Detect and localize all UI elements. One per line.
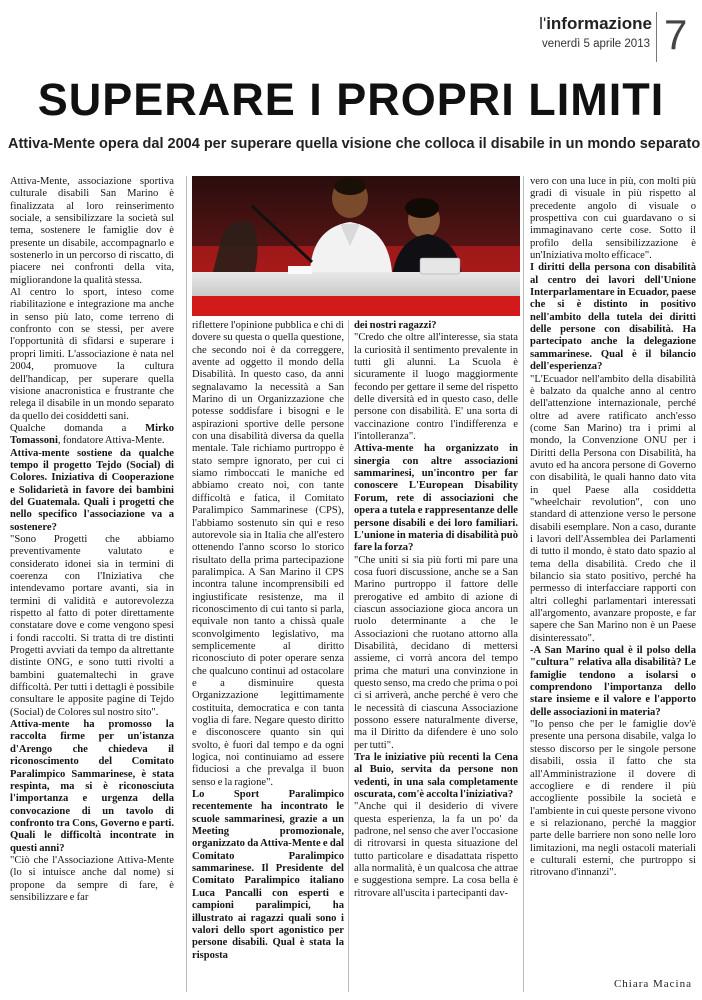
answer: "Sono Progetti che abbiamo preventivamente valutato e considerato idonei sia in termini di coerenza con l'Iniziativa che intendevamo portare avanti, sia in termini di validità e autorevolezza rispetto al fatto di poter direttamente constatare dove e come vengono spesi i fondi raccolti. Si tratta di tre distinti Progetti avviati da tempo da altrettante distinte ONG, e sono tutti rivolti a bambini guatemaltechi in grave difficoltà. Per tutti i dettagli è possibile consultare le apposite pagine di Tejdo (Social) de Colores sul nostro sito".	[10, 533, 174, 718]
article-photo	[192, 176, 520, 316]
question-text: Attiva-mente ha promosso la raccolta firme per un'istanza d'Arengo che chiedeva il riconoscimento del Comitato Paralimpico Sammarinese, è stata respinta, ma si è riconosciuta l'importanza e urgenza della convocazione di un tavolo di confronto tra Cons, Governo e parti. Quali le difficoltà incontrate in questi anni?	[10, 719, 174, 854]
answer: "Ciò che l'Associazione Attiva-Mente (lo si intuisce anche dal nome) si propone da sempre di fare, è sensibilizzare e far	[10, 854, 174, 903]
question	[354, 752, 518, 801]
logo-name: informazione	[546, 14, 652, 33]
question-text: Lo Sport Paralimpico recentemente ha incontrato le scuole sammarinesi, grazie a un Meeting promozionale, organizzato da Attiva-Mente e dal Comitato Paralimpico sammarinese. Il Presidente del Comitato Paralimpico italiano Luca Pancalli con esperti e campioni paralimpici, ha illustrato ai ragazzi quali sono i valori dello sport agonistico per persone disabili. Qual è stata la risposta	[192, 789, 344, 961]
photo-illustration	[192, 176, 520, 316]
answer: "Che uniti si sia più forti mi pare una cosa fuori discussione, anche se a San Marino purtroppo il fattore delle prerogative ed ambito di azione di ciascun associazione gioca ancora un ruolo determinante a che le Associazioni che ruotano attorno alla Disabilità, decidano di mettersi assieme, ci vorrà ancora del tempo prima che maturi una convinzione in questo senso, ma credo che prima o poi ci si arriverà, anche perché è vero che le necessità di ciascuna Associazione possono essere naturalmente diverse, ma il Diritto da difendere è uno solo per tutti".	[354, 554, 518, 751]
question-text: Tra le iniziative più recenti la Cena al Buio, servita da persone non vedenti, in una sala completamente oscurata, com'è accolta l'iniziativa?	[354, 752, 518, 801]
logo-prefix: l'	[539, 14, 547, 33]
headline: SUPERARE I PROPRI LIMITI	[37, 74, 665, 125]
column-divider	[523, 176, 524, 992]
masthead	[0, 0, 702, 70]
author-byline: Chiara Macina	[613, 978, 692, 990]
answer: "Anche qui il desiderio di vivere questa esperienza, la fa un po' da padrone, nel senso che aver l'occasione di ritrovarsi in questa situazione del tutto particolare e disadattata rispetto alla normalità, è un qualcosa che attrae e suggestiona sempre. La cosa bella è ritrovare all'uscita i partecipanti dav-	[354, 801, 518, 899]
answer: riflettere l'opinione pubblica e chi di dovere su questa o quella questione, che secondo noi è da correggere, avente ad oggetto il mondo della Disabilità. In questo caso, da anni segnalavamo la necessità a San Marino di un Organizzazione che potesse soddisfare i bisogni e le aspirazioni sportive delle persone con una disabilità diversa da quella mentale. Tale richiamo purtroppo è stato sempre ignorato, per cui ci siamo rimboccati le maniche ed abbiamo creato noi, con tante difficoltà e fatica, il Comitato Paralimpico Sammarinese (CPS), l'abbiamo sostenuto sin qui e reso autorevole sia in Italia che all'estero ottenendo l'anno scorso lo storico risultato della prima partecipazione paralimpica. A San Marino il CPS incontra talune incomprensibili ed ingiustificate resistenze, ma il riconoscimento di cui tanto si parla, equivale non tanto a chissà quale sconvolgimento legislativo, ma semplicemente al diritto riconosciuto di poter operare senza che qualcuno continui ad ostacolare e a disminuire questa Organizzazione legittimamente costituita, democratica e con tanta voglia di fare. Negare questo diritto e disconoscere quanto sin qui svolto, è fuori dal tempo e da ogni logica, noi continuiamo ad essere fiduciosi a che prevalga il buon senso e la ragione".	[192, 320, 344, 788]
question	[354, 443, 518, 554]
question	[354, 320, 518, 332]
question-text: Attiva-mente sostiene da qualche tempo il progetto Tejdo (Social) di Colores. Iniziativa di Cooperazione e Solidarietà in favore dei bambini del Guatemala. Quali i progetti che nello specifico l'associazione va a sostenere?	[10, 447, 174, 533]
answer: "Credo che oltre all'interesse, sia stata la curiosità il sentimento prevalente in tutti gli alunni. La Scuola è sicuramente il luogo maggiormente fecondo per gettare il seme del rispetto delle diversità ed in questo caso, delle persone con disabilità. E' una sorta di vaccinazione contro l'indifferenza e l'intolleranza".	[354, 332, 518, 443]
article-column-3	[354, 320, 518, 992]
column-divider	[348, 320, 349, 992]
paragraph: Attiva-Mente, associazione sportiva culturale disabili San Marino è finalizzata al loro reinserimento sociale, a sensibilizzare la società sul tema, sostenere le famiglie dov è presente un disabile, accompagnarlo e sostenerlo in un percorso di riscatto, di piacere nei confronti della vita, migliorandone la qualità stessa.	[10, 176, 174, 286]
column-divider	[186, 176, 187, 992]
article-column-1	[10, 176, 174, 992]
question-text: I diritti della persona con disabilità al centro dei lavori dell'Unione Interparlamentare in Ecuador, paese che si è distinto in positivo nell'ambito della tutela dei diritti delle persone con disabilità. Ha partecipato anche la delegazione sammarinese. Qual è il bilancio dell'esperienza?	[530, 262, 696, 373]
question	[192, 789, 344, 962]
question	[10, 719, 174, 855]
subheadline: Attiva-Mente opera dal 2004 per superare quella visione che colloca il disabile in un mondo separato	[8, 136, 701, 152]
paragraph: Al centro lo sport, inteso come riabilitazione e integrazione ma anche in senso più lato, come terreno di confronto con se stessi, per avere l'opportunità di sfidarsi e superare i propri limiti. L'associazione è nata nel 2004, promuove la cultura dell'handicap, per superare quella visione anacronistica e frustrante che relega il disabile in un mondo separato da quello dei cosiddetti sani.	[10, 287, 174, 422]
question-text: dei nostri ragazzi?	[354, 320, 437, 331]
masthead-divider	[656, 12, 657, 62]
newspaper-logo	[539, 14, 652, 34]
answer: vero con una luce in più, con molti più gradi di visuale in più rispetto al precedente angolo di visuale o prospettiva con cui guardavano o si immaginavano certe cose. Sotto il profilo della sensibilizzazione è un'Iniziativa molto efficace".	[530, 176, 696, 262]
question	[530, 645, 696, 719]
answer: "Io penso che per le famiglie dov'è presente una persona disabile, valga lo stesso discorso per le singole persone disabili, ossia il fatto che sta all'Amministrazione il dovere di accogliere e di rendere il più accogliente possibile la società e l'ambiente in cui queste persone vivono e si relazionano, perché la maggior parte delle barriere non sono nelle loro limitazioni, ma negli ostacoli materiali e culturali esterni, che purtroppo si ritrovano d'innanzi".	[530, 719, 696, 879]
article-column-4	[530, 176, 696, 976]
issue-date: venerdì 5 aprile 2013	[541, 38, 650, 50]
question	[530, 262, 696, 373]
paragraph	[10, 423, 174, 448]
page-number: 7	[664, 11, 688, 58]
text: , fondatore Attiva-Mente.	[57, 435, 165, 447]
question-text: -A San Marino qual è il polso della "cultura" relativa alla disabilità? Le famiglie tendono a isolarsi o comprendono l'importanza dello stare insieme e il valore e l'apporto delle associazioni in materia?	[530, 645, 696, 718]
question	[10, 448, 174, 534]
text: Qualche domanda a	[10, 422, 146, 434]
question-text: Attiva-mente ha organizzato in sinergia con altre associazioni sammarinesi, un'incontro per far conoscere L'European Disability Forum, rete di associazioni che opera a tutela e rappresentanze delle persone disabili e dei loro familiari. L'unione in materia di disabilità può fare la forza?	[354, 443, 518, 554]
article-column-2	[192, 320, 344, 992]
interviewee-name: Mirko Tomassoni	[10, 422, 174, 447]
answer: "L'Ecuador nell'ambito della disabilità è balzato da qualche anno al centro dell'attenzione internazionale, perché oltre ad avere ratificato anch'esso (come San Marino) tra i primi al mondo, la Convenzione ONU per i Diritti della Persona con Disabilità, ha avuto ed ha ancora persone di Governo con disabilità, le quali hanno dato vita in quel Paese alla cosiddetta "wheelchair revolution", con uno standard di attenzione verso le persone disabili esemplare. Non a caso, durante i lavori dell'Assemblea dei Parlamenti di tutto il mondo, è stato dato spazio al tema della disabilità. Credo che il bilancio sia stato positivo, perché ha permesso di interfacciare rapporti con altri colleghi parlamentari interessati all'argomento, avanzare proposte, e far sapere che San Marino non è un Paese disinteressato".	[530, 373, 696, 644]
